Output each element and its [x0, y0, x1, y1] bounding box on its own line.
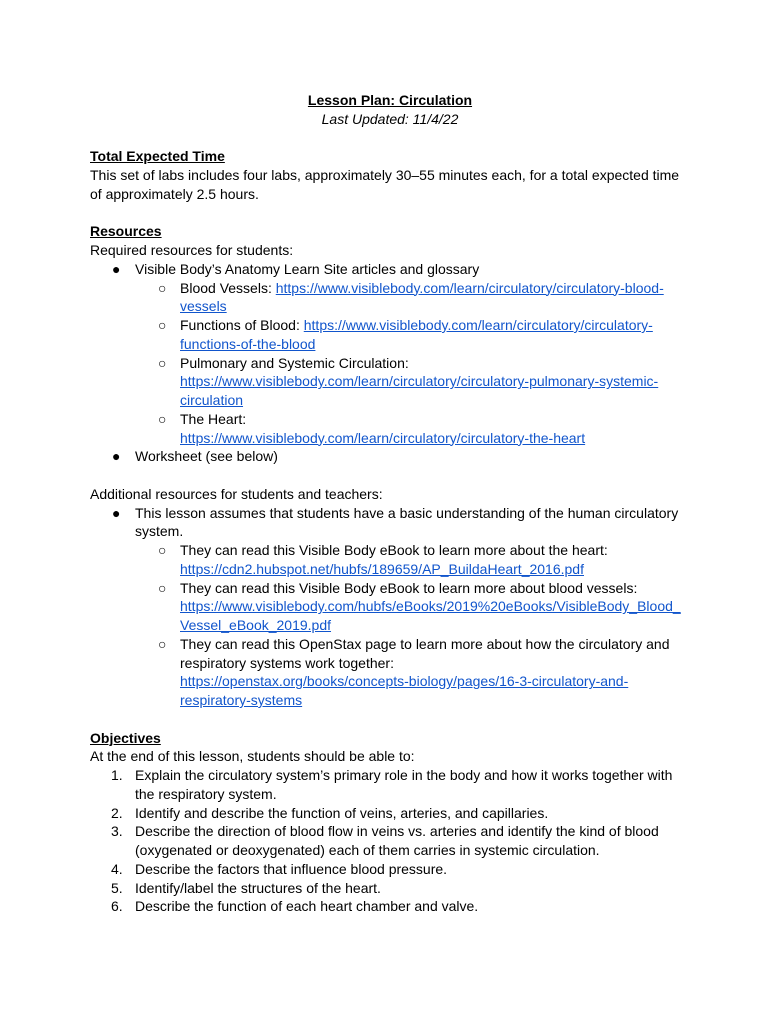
link-blood-vessels-cont[interactable]: vessels: [180, 298, 227, 315]
item-number: 6.: [111, 898, 123, 915]
item-number: 2.: [111, 804, 123, 821]
list-item: ○ The Heart: https://www.visiblebody.com/learn/circulatory/circulatory-the-heart: [158, 410, 586, 446]
item-number: 4.: [111, 860, 123, 877]
circle-bullet-icon: ○: [158, 279, 167, 296]
list-item: ○ They can read this OpenStax page to learn more about how the circulatory and respiratory systems work together: https://openstax.org/books/concepts-biology/pages/16-3-circulatory-and- respiratory-systems: [158, 635, 670, 708]
link-openstax-cont[interactable]: respiratory-systems: [180, 692, 303, 708]
objective-item: 3. Describe the direction of blood flow in veins vs. arteries and identify the kind of blood (oxygenated or deoxygenated) each of them carries in systemic circulation.: [111, 823, 659, 858]
list-item: ● Worksheet (see below): [112, 448, 278, 465]
objective-item: 6. Describe the function of each heart chamber and valve.: [111, 898, 479, 915]
circle-bullet-icon: ○: [158, 354, 167, 371]
list-item: ○ Blood Vessels: https://www.visiblebody.com/learn/circulatory/circulatory-blood- vessels: [158, 279, 664, 315]
required-intro: Required resources for students:: [90, 242, 294, 258]
last-updated: Last Updated: 11/4/22: [321, 110, 459, 127]
paragraph-line: This set of labs includes four labs, approximately 30–55 minutes each, for a total expected time: [90, 167, 680, 183]
circle-bullet-icon: ○: [158, 579, 167, 596]
section-heading-resources: Resources: [90, 223, 162, 240]
list-item: ○ Pulmonary and Systemic Circulation: https://www.visiblebody.com/learn/circulatory/circulatory-pulmonary-systemic- circulation: [158, 354, 659, 408]
page-title: Lesson Plan: Circulation: [307, 92, 473, 108]
objective-item: 2. Identify and describe the function of veins, arteries, and capillaries.: [111, 804, 549, 821]
list-item: ● Visible Body’s Anatomy Learn Site articles and glossary: [112, 260, 480, 277]
link-functions-of-blood-cont[interactable]: functions-of-the-blood: [180, 335, 316, 352]
objective-item: 4. Describe the factors that influence blood pressure.: [111, 860, 448, 877]
document-page: [90, 91, 690, 916]
additional-list: [90, 504, 690, 710]
required-list: [90, 260, 690, 466]
link-blood-vessel-ebook[interactable]: https://www.visiblebody.com/hubfs/eBooks/2019%20eBooks/VisibleBody_Blood_: [180, 598, 681, 615]
circle-bullet-icon: ○: [158, 635, 167, 652]
additional-intro: Additional resources for students and teachers:: [90, 485, 383, 502]
link-pulmonary-systemic[interactable]: https://www.visiblebody.com/learn/circulatory/circulatory-pulmonary-systemic-: [180, 373, 659, 390]
list-item: ○ They can read this Visible Body eBook to learn more about the heart: https://cdn2.hubspot.net/hubfs/189659/AP_BuildaHeart_2016.pdf: [158, 542, 608, 577]
paragraph-line: of approximately 2.5 hours.: [90, 185, 259, 202]
item-number: 1.: [111, 767, 123, 783]
list-item: ○ They can read this Visible Body eBook to learn more about blood vessels: https://www.visiblebody.com/hubfs/eBooks/2019%20eBooks/VisibleBody_Blood_ Vessel_eBook_2019.pdf: [158, 579, 681, 633]
section-heading-time: Total Expected Time: [90, 148, 225, 165]
bullet-icon: ●: [112, 504, 121, 521]
link-pulmonary-systemic-cont[interactable]: circulation: [180, 392, 244, 408]
link-openstax[interactable]: https://openstax.org/books/concepts-biology/pages/16-3-circulatory-and-: [180, 673, 629, 690]
link-blood-vessels[interactable]: https://www.visiblebody.com/learn/circulatory/circulatory-blood-: [275, 279, 664, 296]
circle-bullet-icon: ○: [158, 410, 167, 427]
list-item: ○ Functions of Blood: https://www.visiblebody.com/learn/circulatory/circulatory- functions-of-the-blood: [158, 317, 653, 352]
link-the-heart[interactable]: https://www.visiblebody.com/learn/circulatory/circulatory-the-heart: [180, 429, 586, 446]
objective-item: 5. Identify/label the structures of the heart.: [111, 879, 381, 896]
circle-bullet-icon: ○: [158, 317, 167, 333]
list-item: ● This lesson assumes that students have a basic understanding of the human circulatory system.: [112, 504, 679, 540]
objectives-list: [90, 766, 690, 916]
bullet-icon: ●: [112, 260, 121, 277]
section-heading-objectives: Objectives: [90, 729, 161, 746]
item-number: 3.: [111, 823, 123, 840]
link-heart-ebook[interactable]: https://cdn2.hubspot.net/hubfs/189659/AP_BuildaHeart_2016.pdf: [180, 560, 584, 577]
bullet-icon: ●: [112, 448, 121, 465]
objective-item: 1. Explain the circulatory system’s primary role in the body and how it works together with the respiratory system.: [111, 767, 673, 802]
link-functions-of-blood[interactable]: https://www.visiblebody.com/learn/circulatory/circulatory-: [303, 317, 653, 333]
circle-bullet-icon: ○: [158, 542, 167, 558]
item-number: 5.: [111, 879, 123, 896]
objectives-intro: At the end of this lesson, students should be able to:: [90, 748, 415, 765]
link-blood-vessel-ebook-cont[interactable]: Vessel_eBook_2019.pdf: [180, 617, 332, 633]
